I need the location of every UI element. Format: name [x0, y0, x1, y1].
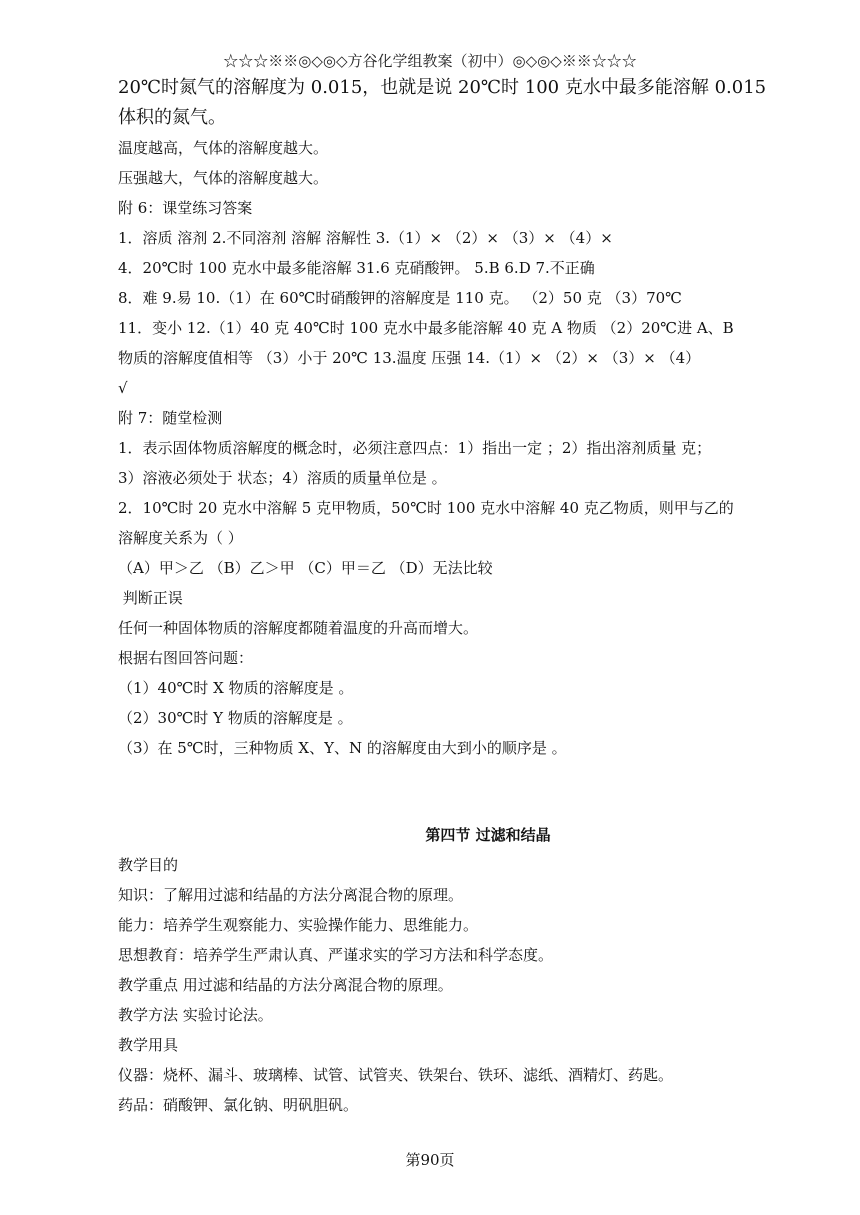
section-line: 药品：硝酸钾、氯化钠、明矾胆矾。: [118, 1096, 359, 1114]
question-line: 3）溶液必须处于 状态；4）溶质的质量单位是 。: [118, 469, 447, 487]
answer-line: 物质的溶解度值相等 （3）小于 20℃ 13.温度 压强 14.（1）× （2）× （3）× （4）: [118, 349, 701, 367]
section-line: 能力：培养学生观察能力、实验操作能力、思维能力。: [118, 916, 479, 934]
appendix-heading: 附 6：课堂练习答案: [118, 199, 253, 217]
text-line: 20℃时氮气的溶解度为 0.015，也就是说 20℃时 100 克水中最多能溶解 0.015: [118, 77, 767, 98]
page-header: ☆☆☆※※◎◇◎◇方谷化学组教案（初中）◎◇◎◇※※☆☆☆: [223, 52, 637, 70]
section-line: 教学目的: [118, 856, 179, 874]
answer-line: 11．变小 12.（1）40 克 40℃时 100 克水中最多能溶解 40 克 A 物质 （2）20℃进 A、B: [118, 319, 734, 337]
question-line: 1．表示固体物质溶解度的概念时，必须注意四点：1）指出一定 ；2）指出溶剂质量 克；: [118, 439, 712, 457]
section-line: 仪器：烧杯、漏斗、玻璃棒、试管、试管夹、铁架台、铁环、滤纸、酒精灯、药匙。: [118, 1066, 674, 1084]
question-line: （3）在 5℃时，三种物质 X、Y、N 的溶解度由大到小的顺序是 。: [118, 739, 567, 757]
question-line: 溶解度关系为（ ）: [118, 529, 243, 547]
section-line: 教学用具: [118, 1036, 179, 1054]
document-body: [118, 73, 818, 1120]
text-line: 温度越高，气体的溶解度越大。: [118, 139, 329, 157]
answer-line: 8．难 9.易 10.（1）在 60℃时硝酸钾的溶解度是 110 克。 （2）50 克 （3）70℃: [118, 289, 682, 307]
section-title: 第四节 过滤和结晶: [425, 826, 551, 844]
question-line: （2）30℃时 Y 物质的溶解度是 。: [118, 709, 353, 727]
text-line: 压强越大，气体的溶解度越大。: [118, 169, 329, 187]
options-line: （A）甲＞乙 （B）乙＞甲 （C）甲＝乙 （D）无法比较: [118, 559, 493, 577]
section-line: 教学重点 用过滤和结晶的方法分离混合物的原理。: [118, 976, 453, 994]
section-line: 知识：了解用过滤和结晶的方法分离混合物的原理。: [118, 886, 464, 904]
question-line: 任何一种固体物质的溶解度都随着温度的升高而增大。: [118, 619, 479, 637]
section-line: 思想教育：培养学生严肃认真、严谨求实的学习方法和科学态度。: [118, 946, 554, 964]
spacer: [118, 763, 818, 820]
text-line: 体积的氮气。: [118, 107, 226, 128]
answer-line: 4．20℃时 100 克水中最多能溶解 31.6 克硝酸钾。 5.B 6.D 7.不正确: [118, 259, 595, 277]
question-line: （1）40℃时 X 物质的溶解度是 。: [118, 679, 354, 697]
question-line: 判断正误: [118, 589, 183, 607]
answer-line: 1．溶质 溶剂 2.不同溶剂 溶解 溶解性 3.（1）× （2）× （3）× （4）×: [118, 229, 613, 247]
appendix-heading: 附 7：随堂检测: [118, 409, 223, 427]
question-line: 2．10℃时 20 克水中溶解 5 克甲物质，50℃时 100 克水中溶解 40 克乙物质，则甲与乙的: [118, 499, 734, 517]
question-line: 根据右图回答问题：: [118, 649, 254, 667]
page-number: 第90页: [405, 1151, 455, 1169]
answer-line: √: [118, 379, 128, 397]
section-line: 教学方法 实验讨论法。: [118, 1006, 273, 1024]
